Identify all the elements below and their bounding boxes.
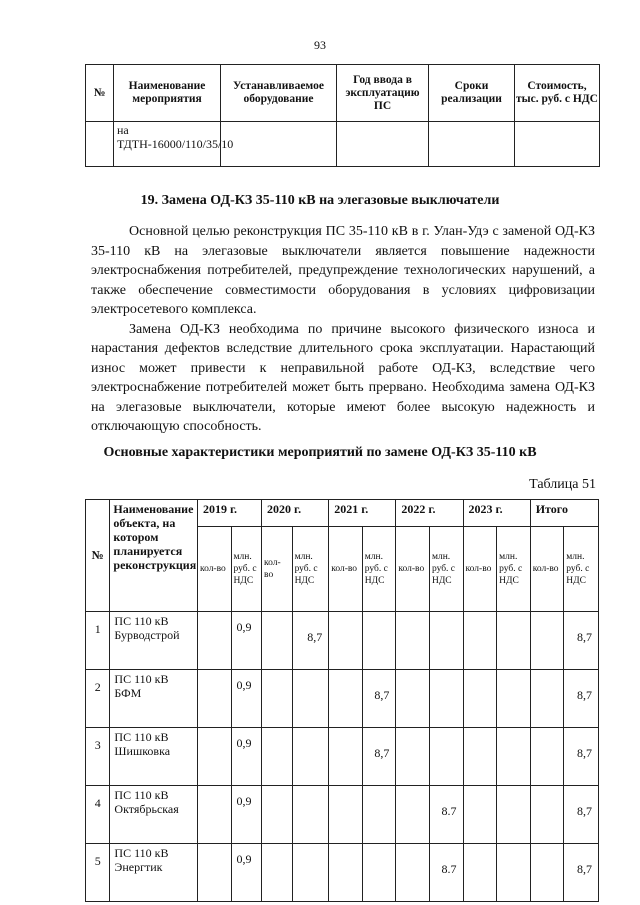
subheader-cost: млн. руб. с НДС <box>497 527 531 612</box>
subheader-qty: кол-во <box>396 527 430 612</box>
row-number: 4 <box>86 786 110 844</box>
cost-2022 <box>429 728 463 786</box>
table-row <box>86 612 599 670</box>
table-heading: Основные характеристики мероприятий по замене ОД-КЗ 35-110 кВ <box>103 445 537 460</box>
main-table <box>85 499 599 902</box>
continuation-table <box>85 64 600 167</box>
cost-total: 8,7 <box>564 844 599 902</box>
subheader-cost: млн. руб. с НДС <box>362 527 396 612</box>
header-year: 2022 г. <box>396 500 463 527</box>
cost-2020 <box>292 786 329 844</box>
header-cell: Наименование объекта, на котором планируется реконструкция <box>110 500 198 612</box>
header-cell: Стоимость, тыс. руб. с НДС <box>515 65 600 122</box>
section-heading: 19. Замена ОД-КЗ 35-110 кВ на элегазовые выключатели <box>140 193 500 208</box>
header-year: 2021 г. <box>329 500 396 527</box>
paragraph: Основной целью реконструкция ПС 35-110 кВ в г. Улан-Удэ с заменой ОД-КЗ 35-110 кВ на элегазовые выключатели является повышение надежности электроснабжения потребителей, предупреждение технологических нарушений, а также обеспечение совместимости оборудования в условиях цифровизации электросетевого комплекса. <box>91 224 595 317</box>
cost-2020 <box>292 844 329 902</box>
object-name: ПС 110 кВ Октябрьская <box>110 786 198 844</box>
header-cell: № <box>86 500 110 612</box>
page-number: 93 <box>314 38 326 52</box>
header-cell: Устанавливаемое оборудование <box>221 65 337 122</box>
cost-total: 8,7 <box>564 728 599 786</box>
object-name: ПС 110 кВ БФМ <box>110 670 198 728</box>
table-row <box>86 122 600 167</box>
object-name: ПС 110 кВ Бурводстрой <box>110 612 198 670</box>
cost-2021 <box>362 844 396 902</box>
object-name: ПС 110 кВ Энергтик <box>110 844 198 902</box>
cost-2021 <box>362 612 396 670</box>
cost-2019: 0,9 <box>231 670 262 728</box>
cost-2019: 0,9 <box>231 728 262 786</box>
cost-2019: 0,9 <box>231 786 262 844</box>
subheader-qty: кол-во <box>262 527 293 612</box>
row-number: 2 <box>86 670 110 728</box>
body-text <box>91 222 595 437</box>
table-row <box>86 786 599 844</box>
header-cell: Год ввода в эксплуатацию ПС <box>337 65 429 122</box>
subheader-cost: млн. руб. с НДС <box>429 527 463 612</box>
subheader-cost: млн. руб. с НДС <box>292 527 329 612</box>
header-year: 2020 г. <box>262 500 329 527</box>
cost-2022 <box>429 670 463 728</box>
cost-2020 <box>292 728 329 786</box>
cost-2021 <box>362 786 396 844</box>
subheader-qty: кол-во <box>530 527 564 612</box>
cost-total: 8,7 <box>564 612 599 670</box>
table-row <box>86 844 599 902</box>
table-header-row <box>86 500 599 527</box>
header-year: 2019 г. <box>197 500 261 527</box>
cost-2022: 8.7 <box>429 786 463 844</box>
table-number: Таблица 51 <box>529 477 596 492</box>
cost-total: 8,7 <box>564 786 599 844</box>
row-number: 5 <box>86 844 110 902</box>
cost-2019: 0,9 <box>231 844 262 902</box>
row-number: 3 <box>86 728 110 786</box>
subheader-qty: кол-во <box>197 527 231 612</box>
subheader-cost: млн. руб. с НДС <box>564 527 599 612</box>
cost-total: 8,7 <box>564 670 599 728</box>
table-cell: на ТДТН-16000/110/35/10 <box>114 122 221 167</box>
cost-2022 <box>429 612 463 670</box>
subheader-cost: млн. руб. с НДС <box>231 527 262 612</box>
header-year: Итого <box>530 500 598 527</box>
cost-2020 <box>292 670 329 728</box>
continuation-table-header <box>86 65 600 122</box>
cost-2019: 0,9 <box>231 612 262 670</box>
object-name: ПС 110 кВ Шишковка <box>110 728 198 786</box>
paragraph: Замена ОД-КЗ необходима по причине высокого физического износа и нарастания дефектов вследствие длительного срока эксплуатации. Нарастающий износ может привести к неправильной работе ОД-КЗ, вследствие чего электроснабжение потребителей может быть прервано. Необходима замена ОД-КЗ на элегазовые выключатели, которые имеют более высокую надежность и отключающую способность. <box>91 321 595 434</box>
subheader-qty: кол-во <box>463 527 497 612</box>
cost-2020: 8,7 <box>292 612 329 670</box>
table-row <box>86 670 599 728</box>
cost-2021: 8,7 <box>362 728 396 786</box>
cost-2021: 8,7 <box>362 670 396 728</box>
table-row <box>86 728 599 786</box>
header-cell: Сроки реализации <box>429 65 515 122</box>
subheader-qty: кол-во <box>329 527 363 612</box>
cost-2022: 8.7 <box>429 844 463 902</box>
header-year: 2023 г. <box>463 500 530 527</box>
header-cell: Наименование мероприятия <box>114 65 221 122</box>
row-number: 1 <box>86 612 110 670</box>
header-cell: № <box>86 65 114 122</box>
